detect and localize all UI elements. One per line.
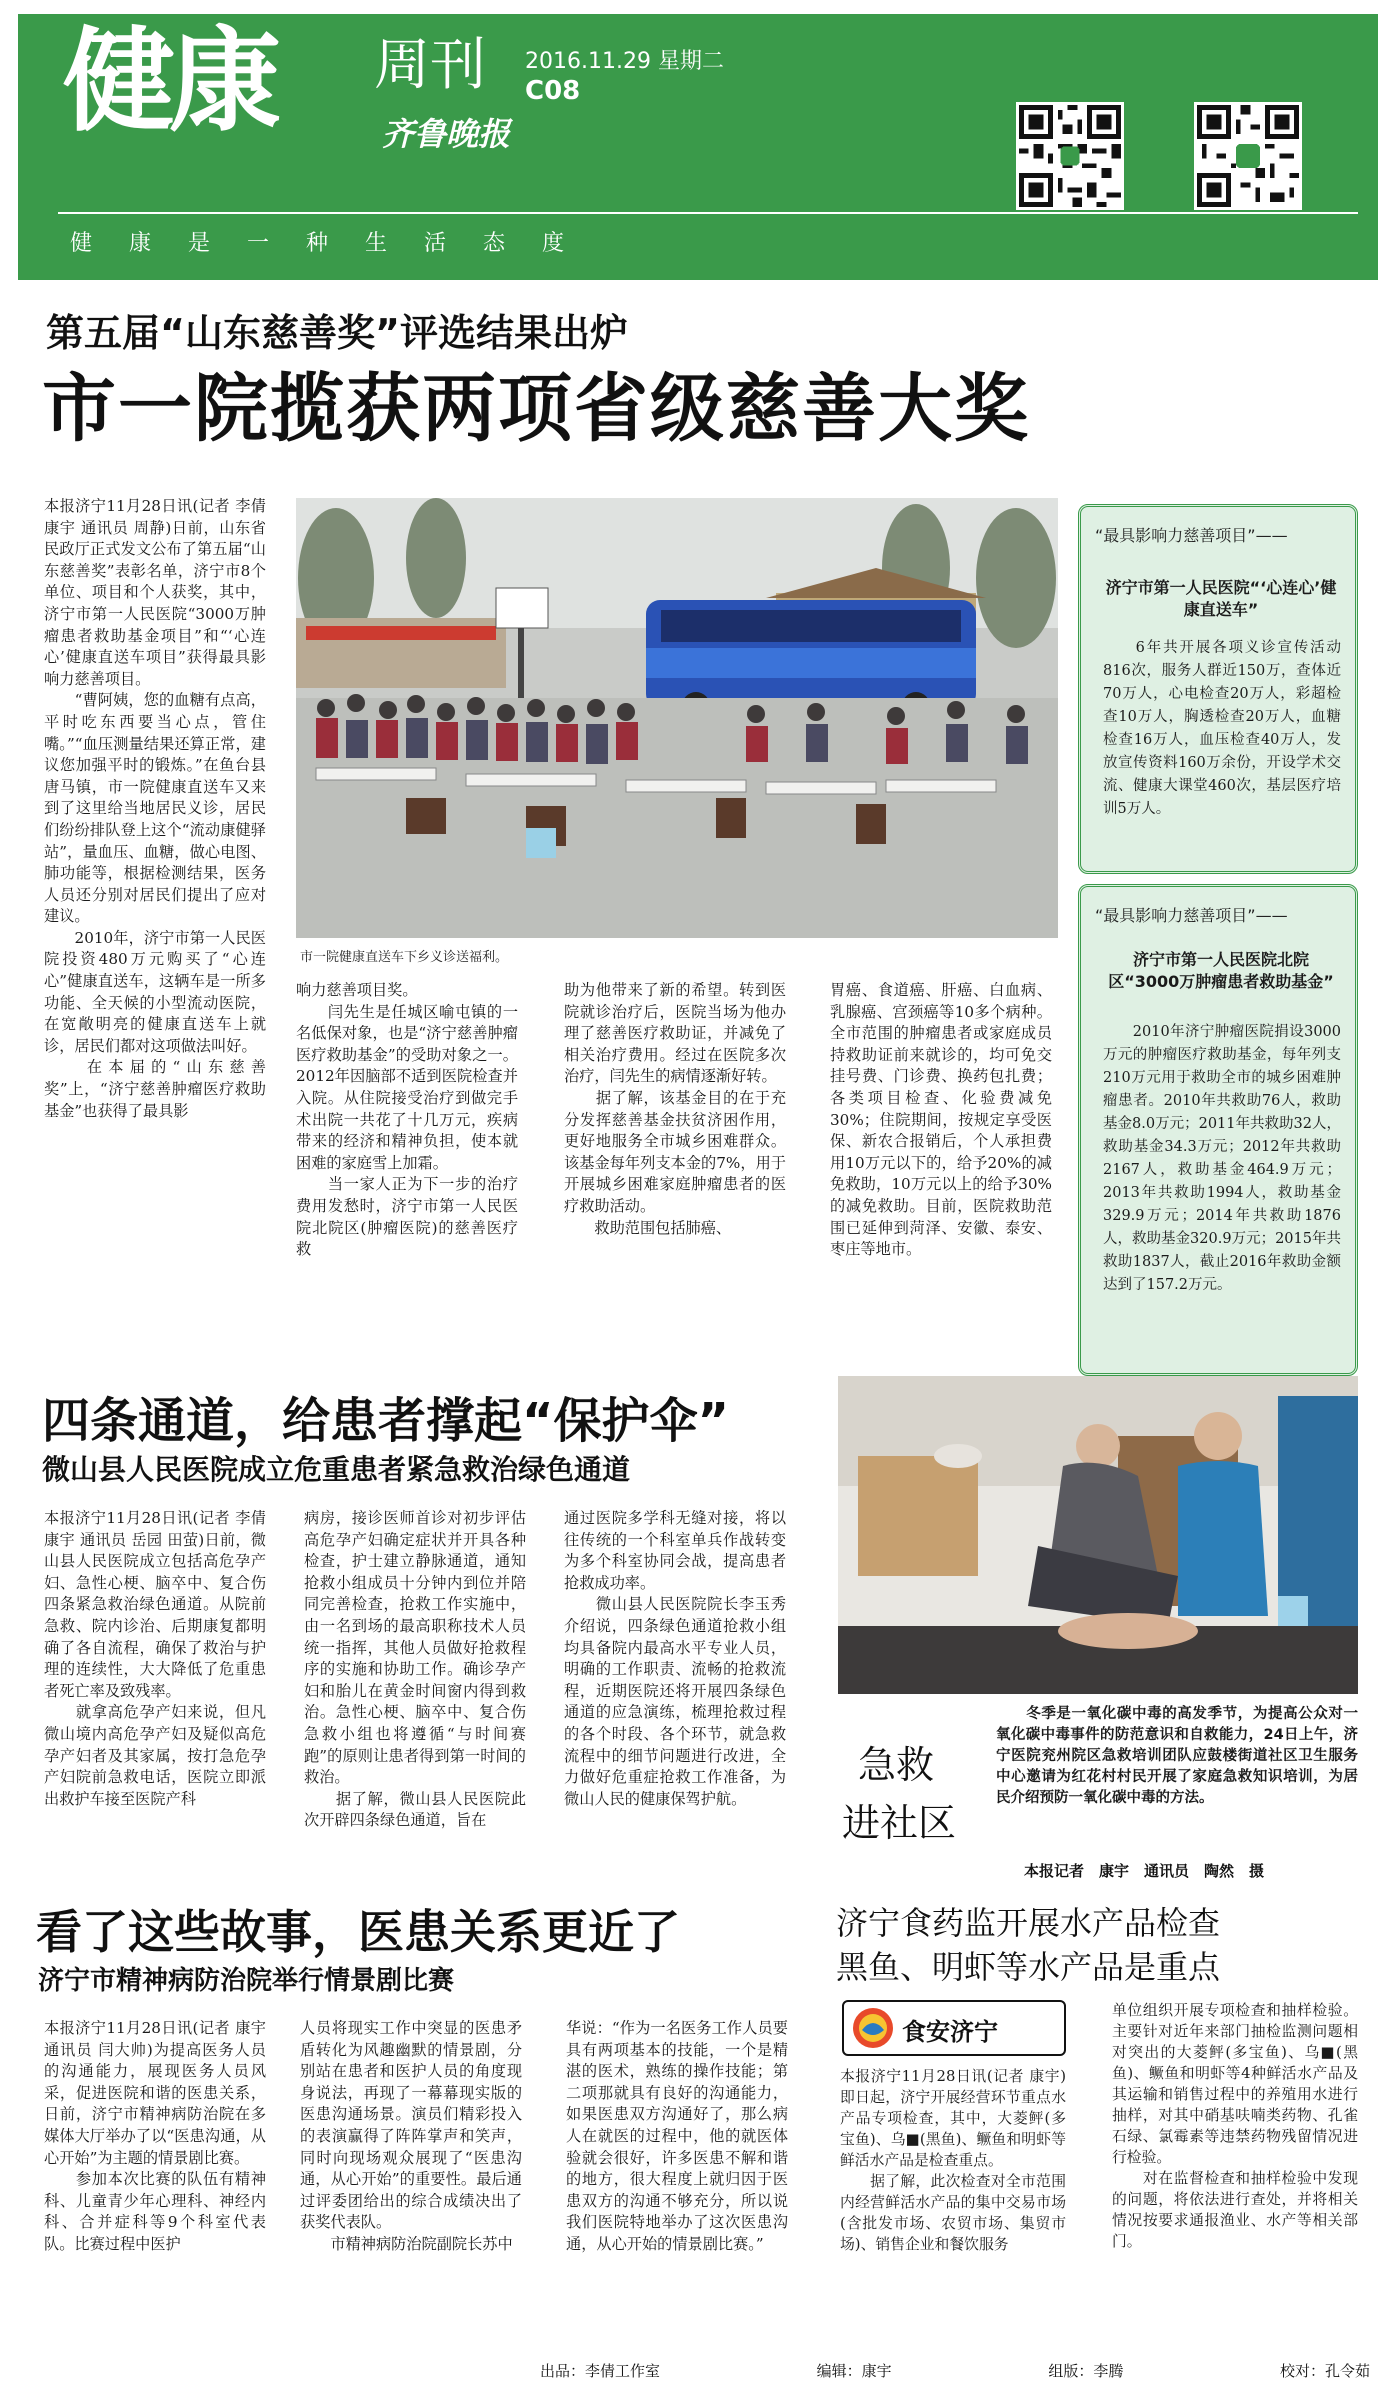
page-footer <box>540 2360 1370 2381</box>
sidebox-title: “最具影响力慈善项目”—— <box>1095 906 1288 925</box>
first-aid-credit: 本报记者 康宇 通讯员 陶然 摄 <box>1024 1862 1265 1880</box>
masthead-page-number: C08 <box>525 76 581 106</box>
sidebox-heading: 济宁市第一人民医院“‘心连心’健康直送车” <box>1105 578 1337 619</box>
first-aid-caption: 冬季是一氧化碳中毒的高发季节，为提高公众对一氧化碳中毒事件的防范意识和自救能力，24日上午，济宁医院兖州院区急救培训团队应鼓楼街道社区卫生服务中心邀请为红花村村民开展了家庭急救知识培训，为居民介绍预防一氧化碳中毒的方法。 <box>996 1706 1358 1806</box>
first-aid-title-line-2: 进社区 <box>842 1801 957 1845</box>
story2-column-1: 本报济宁11月28日讯(记者 李倩 康宇 通讯员 岳园 田萤)日前，微山县人民医院成立包括高危孕产妇、急性心梗、脑卒中、复合伤四条紧急救治绿色通道。从院前急救、院内诊治、后期康复都明确了各自流程，确保了救治与护理的连续性，大大降低了危重患者死亡率及致残率。 就拿高危孕产妇来说，但凡微山境内高危孕产妇及疑似高危孕产妇者及其家属，按打急危孕产妇院前急救电话，医院立即派出救护车接至医院产科 <box>44 1509 266 1808</box>
sidebox-heading: 济宁市第一人民医院北院区“3000万肿瘤患者救助基金” <box>1108 950 1334 991</box>
story1-headline: 市一院揽获两项省级慈善大奖 <box>42 366 1030 452</box>
masthead-paper-name: 齐鲁晚报 <box>382 115 511 153</box>
footer-layout: 组版：李腾 <box>1048 2362 1124 2380</box>
story2-column-3: 通过医院多学科无缝对接，将以往传统的一个科室单兵作战转变为多个科室协同会战，提高患者抢救成功率。 微山县人民医院院长李玉秀介绍说，四条绿色通道抢救小组均具备院内最高水平专业人员，明确的工作职责、流畅的抢救流程，近期医院还将开展四条绿色通道的应急演练，梳理抢救过程的各个时段、各个环节，就急救流程中的细节问题进行改进，全力做好危重症抢救工作准备，为微山人民的健康保驾护航。 <box>564 1509 786 1808</box>
story4-headline-line-2: 黑鱼、明虾等水产品是重点 <box>836 1948 1221 1986</box>
masthead-date: 2016.11.29 星期二 <box>525 49 724 74</box>
story4-headline-line-1: 济宁食药监开展水产品检查 <box>836 1904 1221 1942</box>
masthead-divider <box>58 212 1358 214</box>
story3-column-3: 华说：“作为一名医务工作人员要具有两项基本的技能，一个是精湛的医术，熟练的操作技能；第二项那就具有良好的沟通能力，如果医患双方沟通好了，那么病人在就医的过程中，他的就医体验就会很好，许多医患不解和谐的地方，很大程度上就归因于医患双方的沟通不够充分，所以说我们医院特地举办了这次医患沟通，从心开始的情景剧比赛。” <box>566 2019 788 2253</box>
story1-photo <box>296 498 1058 938</box>
sidebox-heart-to-heart-vehicle <box>1078 504 1358 874</box>
story4-column-1: 本报济宁11月28日讯(记者 康宇)即日起，济宁开展经营环节重点水产品专项检查，其中，大菱鲆(多宝鱼)、乌■(黑鱼)、鳜鱼和明虾等鲜活水产品是检查重点。 据了解，此次检查对全市范围内经营鲜活水产品的集中交易市场(含批发市场、农贸市场、集贸市场)、销售企业和餐饮服务 <box>840 2068 1066 2253</box>
qr-code-icon[interactable] <box>1194 102 1302 210</box>
story1-column-3: 助为他带来了新的希望。转到医院就诊治疗后，医院当场为他办理了慈善医疗救助证，并减免了相关治疗费用。经过在医院多次治疗，闫先生的病情逐渐好转。 据了解，该基金目的在于充分发挥慈善基金扶贫济困作用，更好地服务全市城乡困难群众。该基金每年列支本金的7%，用于开展城乡困难家庭肿瘤患者的医疗救助活动。 救助范围包括肺癌、 <box>564 981 786 1237</box>
first-aid-photo <box>838 1376 1358 1694</box>
story1-column-4: 胃癌、食道癌、肝癌、白血病、乳腺癌、宫颈癌等10多个病种。全市范围的肿瘤患者或家庭成员持救助证前来就诊的，均可免交挂号费、门诊费、换药包扎费；各类项目检查、化验费减免30%；住院期间，按规定享受医保、新农合报销后，个人承担费用10万元以下的，给予20%的减免救助，10万元以上的给予30%的减免救助。目前，医院救助范围已延伸到菏泽、安徽、泰安、枣庄等地市。 <box>830 981 1052 1259</box>
story2-column-2: 病房，接诊医师首诊对初步评估高危孕产妇确定症状并开具各种检查，护士建立静脉通道，通知抢救小组成员十分钟内到位并陪同完善检查，抢救工作实施中，由一名到场的最高职称技术人员统一指挥，其他人员做好抢救程序的实施和协助工作。确诊孕产妇和胎儿在黄金时间窗内得到救治。急性心梗、脑卒中、复合伤急救小组也将遵循“与时间赛跑”的原则让患者得到第一时间的救治。 据了解，微山县人民医院此次开辟四条绿色通道，旨在 <box>304 1509 526 1830</box>
story4-column-2: 单位组织开展专项检查和抽样检验。主要针对近年来部门抽检监测问题相对突出的大菱鲆(多宝鱼)、乌■(黑鱼)、鳜鱼和明虾等4种鲜活水产品及其运输和销售过程中的养殖用水进行抽样，对其中硝基呋喃类药物、孔雀石绿、氯霉素等违禁药物残留情况进行检验。 对在监督检查和抽样检验中发现的问题，将依法进行查处，并将相关情况按要求通报渔业、水产等相关部门。 <box>1112 2002 1358 2250</box>
story2-subhead: 微山县人民医院成立危重患者紧急救治绿色通道 <box>42 1453 631 1486</box>
story3-subhead: 济宁市精神病防治院举行情景剧比赛 <box>38 1966 455 1996</box>
first-aid-title-line-1: 急救 <box>858 1743 935 1787</box>
sidebox-title: “最具影响力慈善项目”—— <box>1095 526 1288 545</box>
footer-editor: 编辑：康宇 <box>816 2362 892 2380</box>
sidebox-body: 6年共开展各项义诊宣传活动816次，服务人群近150万，查体近70万人，心电检查20万人，彩超检查10万人，胸透检查20万人，血糖检查16万人，血压检查40万人，发放宣传资料160万余份，开设学术交流、健康大课堂460次，基层医疗培训5万人。 <box>1103 640 1341 817</box>
story1-kicker: 第五届“山东慈善奖”评选结果出炉 <box>46 311 628 355</box>
food-safety-badge-label: 食安济宁 <box>902 2018 998 2046</box>
masthead-logo: 健康 <box>63 17 275 147</box>
story3-column-1: 本报济宁11月28日讯(记者 康宇 通讯员 闫大帅)为提高医务人员的沟通能力，展现医务人员风采，促进医院和谐的医患关系，日前，济宁市精神病防治院在多媒体大厅举办了以“医患沟通，从心开始”为主题的情景剧比赛。 参加本次比赛的队伍有精神科、儿童青少年心理科、神经内科、合并症科等9个科室代表队。比赛过程中医护 <box>44 2019 266 2253</box>
story1-photo-caption: 市一院健康直送车下乡义诊送福利。 <box>300 950 509 965</box>
footer-proofreader: 校对：孔令茹 <box>1279 2362 1370 2380</box>
story1-column-1: 本报济宁11月28日讯(记者 李倩 康宇 通讯员 周静)日前，山东省民政厅正式发文公布了第五届“山东慈善奖”表彰名单，济宁市8个单位、项目和个人获奖，其中，济宁市第一人民医院“3000万肿瘤患者救助基金项目”和“‘心连心’健康直送车项目”获得最具影响力慈善项目。 “曹阿姨，您的血糖有点高，平时吃东西要当心点，管住嘴。”“血压测量结果还算正常，建议您加强平时的锻炼。”在鱼台县唐马镇，市一院健康直送车又来到了这里给当地居民义诊，居民们纷纷排队登上这个“流动康健驿站”，量血压、血糖，做心电图、肺功能等，根据检测结果，医务人员还分别对居民们提出了应对建议。 2010年，济宁市第一人民医院投资480万元购买了“心连心”健康直送车，这辆车是一所多功能、全天候的小型流动医院，在宽敞明亮的健康直送车上就诊，居民们都对这项做法叫好。 在本届的“山东慈善奖”上，“济宁慈善肿瘤医疗救助基金”也获得了最具影 <box>44 497 266 1120</box>
story3-headline: 看了这些故事，医患关系更近了 <box>36 1905 680 1959</box>
qr-code-icon[interactable] <box>1016 102 1124 210</box>
footer-producer: 出品：李倩工作室 <box>540 2362 661 2380</box>
story3-column-2: 人员将现实工作中突显的医患矛盾转化为风趣幽默的情景剧，分别站在患者和医护人员的角度现身说法，再现了一幕幕现实版的医患沟通场景。演员们精彩投入的表演赢得了阵阵掌声和笑声，同时向现场观众展现了“医患沟通，从心开始”的重要性。最后通过评委团给出的综合成绩决出了获奖代表队。 市精神病防治院副院长苏中 <box>300 2019 522 2253</box>
sidebox-body: 2010年济宁肿瘤医院捐设3000万元的肿瘤医疗救助基金，每年列支210万元用于救助全市的城乡困难肿瘤患者。2010年共救助76人，救助基金8.0万元；2011年共救助32人，救助基金34.3万元；2012年共救助2167人，救助基金464.9万元；2013年共救助1994人，救助基金329.9万元；2014年共救助1876人，救助基金320.9万元；2015年共救助1837人，截止2016年救助金额达到了157.2万元。 <box>1103 1024 1341 1293</box>
food-safety-icon <box>850 2006 896 2050</box>
story1-column-2: 响力慈善项目奖。 闫先生是任城区喻屯镇的一名低保对象，也是“济宁慈善肿瘤医疗救助基金”的受助对象之一。2012年因脑部不适到医院检查并入院。从住院接受治疗到做完手术出院一共花了十几万元，疾病带来的经济和精神负担，使本就困难的家庭雪上加霜。 当一家人正为下一步的治疗费用发愁时，济宁市第一人民医院北院区(肿瘤医院)的慈善医疗救 <box>296 981 518 1259</box>
masthead <box>18 14 1378 280</box>
food-safety-badge <box>842 2000 1066 2056</box>
masthead-section: 周刊 <box>374 33 486 98</box>
sidebox-cancer-relief-fund <box>1078 884 1358 1376</box>
story2-headline: 四条通道，给患者撑起“保护伞” <box>42 1393 730 1449</box>
masthead-slogan: 健康是一种生活态度 <box>70 231 602 256</box>
